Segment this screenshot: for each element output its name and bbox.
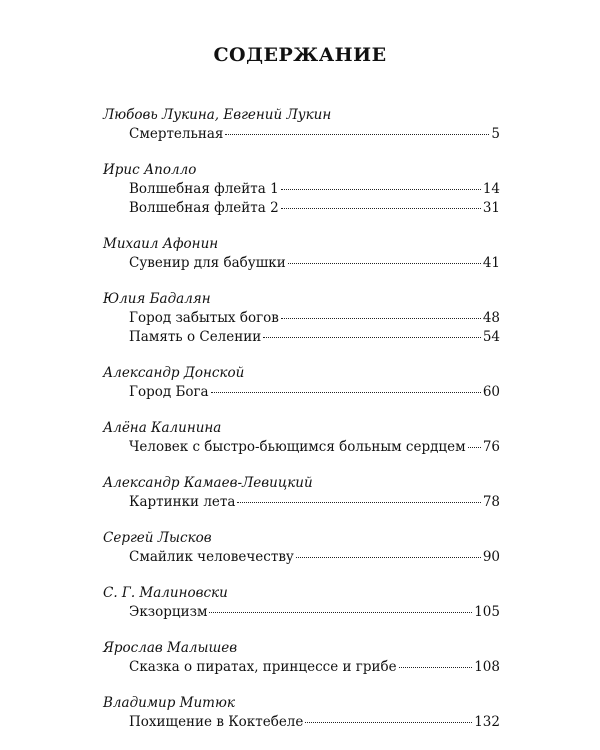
dot-leader — [209, 611, 472, 613]
page-number: 48 — [482, 310, 500, 326]
page-number: 54 — [482, 329, 500, 345]
author-name: Ирис Аполло — [103, 162, 197, 178]
toc-entry[interactable] — [129, 125, 500, 144]
page-number: 105 — [474, 604, 500, 620]
page-number: 90 — [482, 549, 500, 565]
page-number: 14 — [482, 181, 500, 197]
page-number: 76 — [482, 439, 500, 455]
dot-leader — [281, 188, 481, 190]
toc-entry[interactable] — [129, 383, 500, 402]
toc-entry[interactable] — [129, 328, 500, 347]
page-title: СОДЕРЖАНИЕ — [213, 44, 387, 66]
toc-entry[interactable] — [129, 180, 500, 199]
toc-entry[interactable] — [129, 438, 500, 457]
author-name: Юлия Бадалян — [103, 291, 211, 307]
toc-entry[interactable] — [129, 309, 500, 328]
entry-title: Картинки лета — [129, 494, 236, 510]
dot-leader — [281, 207, 481, 209]
entry-title: Экзорцизм — [129, 604, 208, 620]
dot-leader — [468, 446, 481, 448]
page-number: 108 — [474, 659, 500, 675]
author-name: Александр Донской — [103, 365, 245, 381]
dot-leader — [225, 133, 489, 135]
toc-section — [103, 235, 500, 273]
toc-entry[interactable] — [129, 713, 500, 732]
page-number: 5 — [491, 126, 500, 142]
toc-entry[interactable] — [129, 199, 500, 218]
entry-title: Сувенир для бабушки — [129, 255, 286, 271]
entry-title: Волшебная флейта 1 — [129, 181, 279, 197]
entry-title: Город забытых богов — [129, 310, 279, 326]
page-number: 60 — [482, 384, 500, 400]
toc-section — [103, 474, 500, 512]
page-number: 132 — [474, 714, 500, 730]
toc-section — [103, 419, 500, 457]
dot-leader — [305, 721, 472, 723]
entry-title: Смертельная — [129, 126, 224, 142]
entry-title: Город Бога — [129, 384, 209, 400]
toc-section — [103, 106, 500, 144]
dot-leader — [237, 501, 480, 503]
toc-section — [103, 161, 500, 218]
dot-leader — [281, 317, 481, 319]
dot-leader — [211, 391, 481, 393]
toc-entry[interactable] — [129, 493, 500, 512]
entry-title: Смайлик человечеству — [129, 549, 294, 565]
toc-entry[interactable] — [129, 254, 500, 273]
toc-entry[interactable] — [129, 603, 500, 622]
toc-section — [103, 694, 500, 732]
entry-title: Человек с быстро-бьющимся больным сердцем — [129, 439, 466, 455]
toc-section — [103, 639, 500, 677]
author-name: Ярослав Малышев — [103, 640, 238, 656]
toc-entry[interactable] — [129, 548, 500, 567]
author-name: Алёна Калинина — [103, 420, 222, 436]
page-number: 78 — [482, 494, 500, 510]
dot-leader — [296, 556, 481, 558]
toc-section — [103, 290, 500, 347]
author-name: Александр Камаев-Левицкий — [103, 475, 313, 491]
entry-title: Волшебная флейта 2 — [129, 200, 279, 216]
author-name: Владимир Митюк — [103, 695, 235, 711]
toc-section — [103, 364, 500, 402]
page-number: 31 — [482, 200, 500, 216]
author-name: Михаил Афонин — [103, 236, 219, 252]
entry-title: Память о Селении — [129, 329, 262, 345]
toc-section — [103, 529, 500, 567]
dot-leader — [288, 262, 481, 264]
entry-title: Сказка о пиратах, принцессе и грибе — [129, 659, 397, 675]
entry-title: Похищение в Коктебеле — [129, 714, 304, 730]
toc-entry[interactable] — [129, 658, 500, 677]
table-of-contents — [103, 106, 500, 749]
page-number: 41 — [482, 255, 500, 271]
toc-section — [103, 584, 500, 622]
dot-leader — [263, 336, 481, 338]
author-name: Любовь Лукина, Евгений Лукин — [103, 107, 332, 123]
dot-leader — [399, 666, 473, 668]
author-name: Сергей Лысков — [103, 530, 212, 546]
author-name: С. Г. Малиновски — [103, 585, 228, 601]
